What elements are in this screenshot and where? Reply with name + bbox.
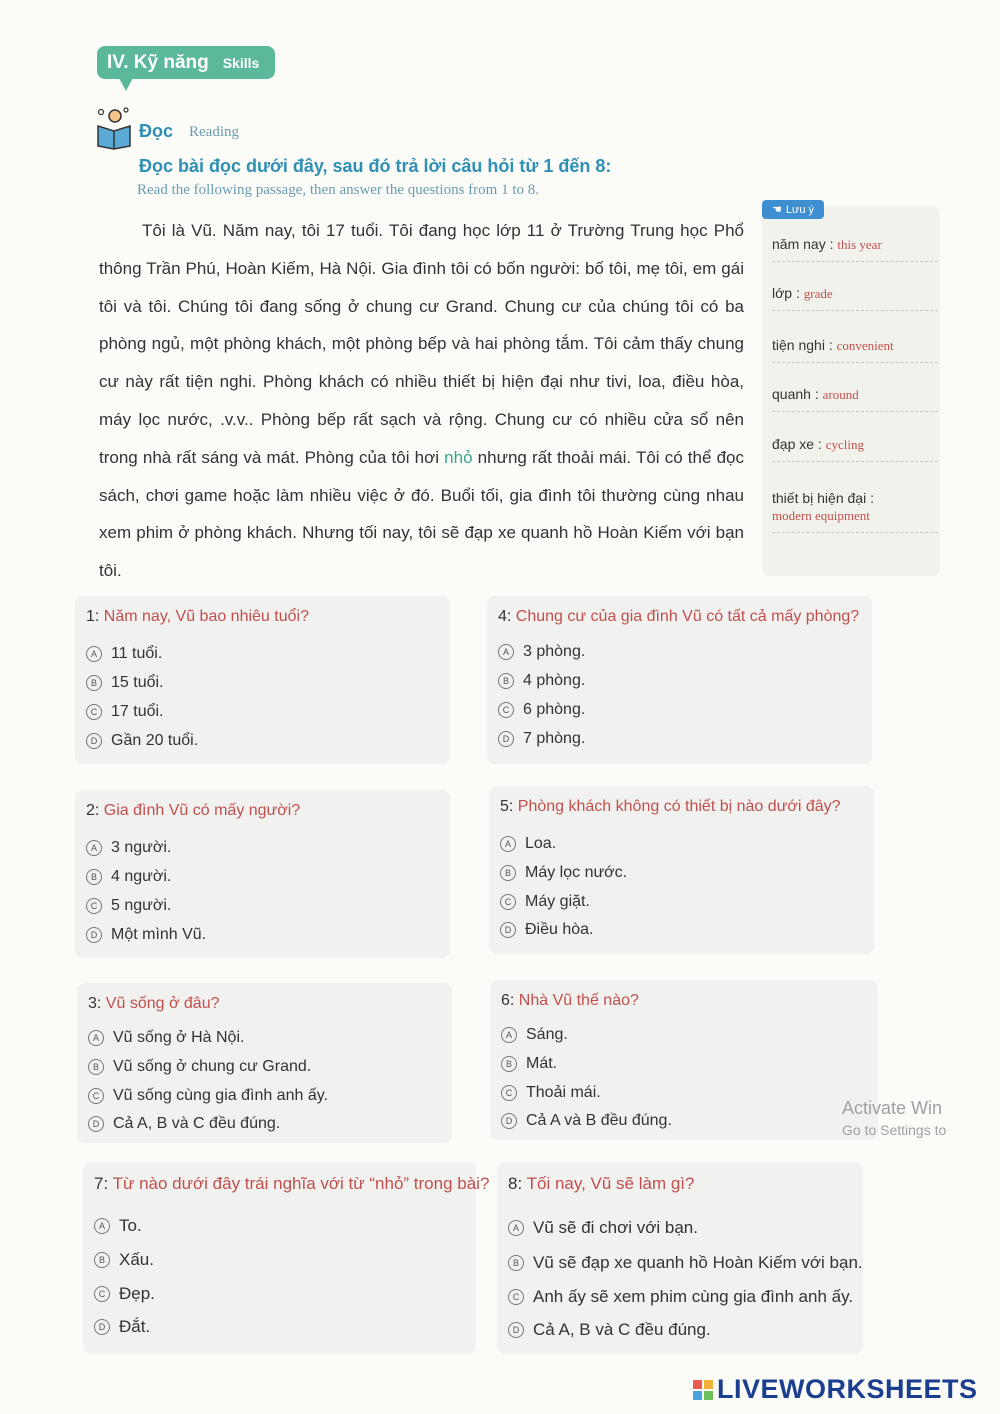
option-label: 15 tuổi. xyxy=(111,674,164,691)
option-c[interactable] xyxy=(501,1084,601,1102)
option-label: Đắt. xyxy=(119,1317,151,1336)
glossary-item xyxy=(772,490,938,533)
glossary-word: thiết bị hiện đại : xyxy=(772,490,874,506)
glossary-meaning: grade xyxy=(803,286,833,301)
glossary-word: năm nay : xyxy=(772,236,834,252)
liveworksheets-logo xyxy=(693,1374,978,1405)
option-label: Cả A và B đều đúng. xyxy=(526,1112,672,1129)
question-number: 7: xyxy=(94,1174,109,1193)
option-d[interactable] xyxy=(94,1317,150,1337)
option-a[interactable] xyxy=(94,1216,142,1236)
option-marker: C xyxy=(508,1289,524,1305)
option-label: Vũ sẽ đi chơi với bạn. xyxy=(533,1218,698,1237)
option-marker: A xyxy=(86,840,102,856)
option-b[interactable] xyxy=(501,1055,557,1073)
option-c[interactable] xyxy=(508,1287,853,1307)
glossary-meaning: modern equipment xyxy=(772,508,870,523)
question-text: Gia đình Vũ có mấy người? xyxy=(103,802,301,819)
question-number: 6: xyxy=(501,992,515,1009)
passage-text-2: nhưng rất thoải mái. Tôi có thể đọc sách, chơi game hoặc làm nhiều việc ở đó. Buổi tối, gia đình tôi thường cùng nhau xem phim ở phòng khách. Nhưng tối nay, tôi sẽ đạp xe quanh hồ Hoàn Kiếm với bạn tôi. xyxy=(99,447,744,581)
option-d[interactable] xyxy=(88,1115,280,1133)
watermark-line-2: Go to Settings to xyxy=(842,1122,947,1138)
option-marker: D xyxy=(86,733,102,749)
option-label: Vũ sống ở Hà Nội. xyxy=(113,1029,245,1046)
option-marker: B xyxy=(86,675,102,691)
option-c[interactable] xyxy=(94,1284,155,1304)
option-label: Loa. xyxy=(525,835,557,852)
option-b[interactable] xyxy=(498,672,585,690)
option-marker: D xyxy=(498,731,514,747)
option-label: 4 phòng. xyxy=(523,672,586,689)
logo-icon xyxy=(693,1380,713,1400)
option-c[interactable] xyxy=(88,1087,328,1105)
option-label: Xấu. xyxy=(119,1250,154,1269)
glossary-badge xyxy=(762,200,824,219)
option-label: Cả A, B và C đều đúng. xyxy=(113,1115,281,1132)
option-a[interactable] xyxy=(498,643,585,661)
glossary-word: lớp : xyxy=(772,285,800,301)
option-c[interactable] xyxy=(86,897,171,915)
glossary-item xyxy=(772,236,938,262)
question-text: Chung cư của gia đình Vũ có tất cả mấy phòng? xyxy=(515,608,860,625)
option-label: 17 tuổi. xyxy=(111,703,164,720)
option-marker: A xyxy=(86,646,102,662)
option-marker: A xyxy=(498,644,514,660)
option-label: 3 phòng. xyxy=(523,643,586,660)
option-marker: A xyxy=(500,836,516,852)
question-card-4 xyxy=(487,596,872,764)
question-number: 8: xyxy=(508,1174,523,1193)
option-label: Thoải mái. xyxy=(526,1084,601,1101)
option-label: To. xyxy=(119,1216,142,1235)
option-marker: A xyxy=(508,1220,524,1236)
question-card-7 xyxy=(83,1162,490,1354)
glossary-box xyxy=(762,203,940,576)
option-label: Cả A, B và C đều đúng. xyxy=(533,1320,711,1339)
option-d[interactable] xyxy=(508,1320,711,1340)
option-d[interactable] xyxy=(86,926,206,944)
option-marker: B xyxy=(86,869,102,885)
option-label: Sáng. xyxy=(526,1026,568,1043)
question-number: 1: xyxy=(86,608,100,625)
option-label: Vũ sẽ đạp xe quanh hồ Hoàn Kiếm với bạn. xyxy=(533,1253,863,1272)
option-marker: C xyxy=(500,894,516,910)
logo-text: LIVEWORKSHEETS xyxy=(717,1374,978,1404)
option-label: Máy lọc nước. xyxy=(525,864,628,881)
glossary-meaning: cycling xyxy=(825,437,864,452)
option-marker: C xyxy=(501,1085,517,1101)
watermark-line-1: Activate Win xyxy=(842,1098,943,1118)
option-a[interactable] xyxy=(500,835,556,853)
option-marker: B xyxy=(498,673,514,689)
option-label: Vũ sống cùng gia đình anh ấy. xyxy=(113,1087,328,1104)
reading-title: Đọc xyxy=(139,121,174,141)
option-label: Gần 20 tuổi. xyxy=(111,732,199,749)
question-text: Nhà Vũ thế nào? xyxy=(518,992,639,1009)
option-label: 6 phòng. xyxy=(523,701,586,718)
option-marker: A xyxy=(94,1218,110,1234)
option-c[interactable] xyxy=(500,893,590,911)
option-marker: A xyxy=(88,1030,104,1046)
reader-icon xyxy=(92,106,136,150)
glossary-item xyxy=(772,285,938,311)
option-label: Điều hòa. xyxy=(525,921,594,938)
instruction-vi: Đọc bài đọc dưới đây, sau đó trả lời câu hỏi từ 1 đến 8: xyxy=(139,156,612,176)
section-subtitle: Skills xyxy=(222,54,260,71)
question-card-2 xyxy=(75,790,450,958)
glossary-meaning: around xyxy=(822,387,859,402)
option-b[interactable] xyxy=(94,1250,154,1270)
option-b[interactable] xyxy=(86,868,171,886)
option-label: Vũ sống ở chung cư Grand. xyxy=(113,1058,312,1075)
option-marker: D xyxy=(508,1322,524,1338)
option-d[interactable] xyxy=(501,1112,672,1130)
reading-passage xyxy=(99,212,744,590)
option-marker: C xyxy=(86,898,102,914)
option-label: 5 người. xyxy=(111,897,172,914)
option-b[interactable] xyxy=(508,1253,863,1273)
option-b[interactable] xyxy=(86,674,163,692)
option-marker: D xyxy=(88,1116,104,1132)
section-badge xyxy=(97,46,275,79)
glossary-item xyxy=(772,337,938,363)
section-title: IV. Kỹ năng xyxy=(107,51,209,73)
glossary-item xyxy=(772,436,938,462)
option-marker: D xyxy=(86,927,102,943)
option-label: Một mình Vũ. xyxy=(111,926,207,943)
option-label: Đẹp. xyxy=(119,1284,155,1303)
option-marker: D xyxy=(94,1319,110,1335)
option-a[interactable] xyxy=(86,645,162,663)
option-label: Mát. xyxy=(526,1055,558,1072)
instruction-en: Read the following passage, then answer the questions from 1 to 8. xyxy=(137,182,539,198)
option-label: 11 tuổi. xyxy=(111,645,163,662)
option-marker: D xyxy=(501,1113,517,1129)
option-label: 7 phòng. xyxy=(523,730,586,747)
option-a[interactable] xyxy=(86,839,171,857)
option-c[interactable] xyxy=(498,701,585,719)
option-marker: C xyxy=(86,704,102,720)
question-card-8 xyxy=(497,1162,863,1354)
option-label: Anh ấy sẽ xem phim cùng gia đình anh ấy. xyxy=(533,1287,854,1306)
glossary-word: tiện nghi : xyxy=(772,337,833,353)
option-marker: C xyxy=(88,1088,104,1104)
glossary-meaning: convenient xyxy=(836,338,894,353)
glossary-word: đạp xe : xyxy=(772,436,822,452)
option-d[interactable] xyxy=(500,921,594,939)
question-text: Vũ sống ở đâu? xyxy=(105,995,220,1012)
question-text: Tối nay, Vũ sẽ làm gì? xyxy=(526,1174,695,1193)
option-b[interactable] xyxy=(500,864,627,882)
option-a[interactable] xyxy=(88,1029,244,1047)
question-number: 2: xyxy=(86,802,100,819)
question-text: Năm nay, Vũ bao nhiêu tuổi? xyxy=(103,608,309,625)
question-number: 3: xyxy=(88,995,102,1012)
question-card-3 xyxy=(77,983,452,1143)
glossary-word: quanh : xyxy=(772,386,819,402)
option-a[interactable] xyxy=(501,1026,568,1044)
glossary-meaning: this year xyxy=(837,237,882,252)
option-label: 4 người. xyxy=(111,868,172,885)
option-marker: C xyxy=(498,702,514,718)
question-card-6 xyxy=(490,980,878,1140)
glossary-item xyxy=(772,386,938,412)
glossary-badge-label: Lưu ý xyxy=(785,203,815,216)
option-label: Máy giặt. xyxy=(525,893,590,910)
question-text: Phòng khách không có thiết bị nào dưới đây? xyxy=(517,798,841,815)
option-marker: B xyxy=(508,1255,524,1271)
question-number: 5: xyxy=(500,798,514,815)
passage-text-1: Tôi là Vũ. Năm nay, tôi 17 tuổi. Tôi đang học lớp 11 ở Trường Trung học Phổ thông Trần Phú, Hoàn Kiếm, Hà Nội. Gia đình tôi có bốn người: bố tôi, mẹ tôi, em gái tôi và tôi. Chúng tôi đang sống ở chung cư Grand. Chung cư của chúng tôi có ba phòng ngủ, một phòng khách, một phòng bếp và hai phòng tắm. Tôi cảm thấy chung cư này rất tiện nghi. Phòng khách có nhiều thiết bị hiện đại như tivi, loa, điều hòa, máy lọc nước, .v.v.. Phòng bếp rất sạch và rộng. Chung cư có nhiều cửa sổ nên trong nhà rất sáng và mát. Phòng của tôi hơi xyxy=(99,221,744,467)
option-marker: B xyxy=(500,865,516,881)
option-a[interactable] xyxy=(508,1218,698,1238)
option-marker: D xyxy=(500,922,516,938)
option-b[interactable] xyxy=(88,1058,311,1076)
option-marker: B xyxy=(501,1056,517,1072)
question-card-5 xyxy=(489,786,874,954)
option-d[interactable] xyxy=(86,732,198,750)
option-marker: B xyxy=(88,1059,104,1075)
option-marker: B xyxy=(94,1252,110,1268)
option-d[interactable] xyxy=(498,730,585,748)
option-c[interactable] xyxy=(86,703,163,721)
activation-watermark xyxy=(842,1098,946,1138)
passage-highlight-word: nhỏ xyxy=(444,447,473,467)
option-label: 3 người. xyxy=(111,839,172,856)
question-text: Từ nào dưới đây trái nghĩa với từ “nhỏ” trong bài? xyxy=(112,1174,490,1193)
reading-subtitle: Reading xyxy=(189,124,239,140)
option-marker: C xyxy=(94,1286,110,1302)
question-number: 4: xyxy=(498,608,512,625)
question-card-1 xyxy=(75,596,450,764)
option-marker: A xyxy=(501,1027,517,1043)
pointer-icon: ☚ xyxy=(771,204,782,216)
